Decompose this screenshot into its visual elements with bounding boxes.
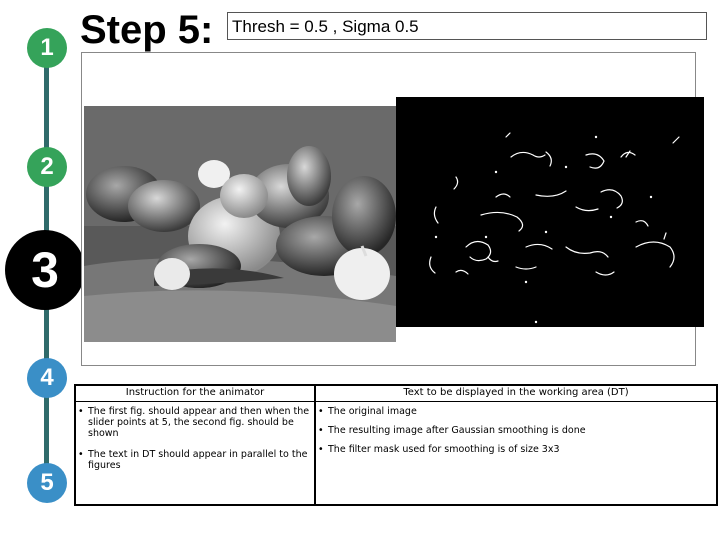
step-title: Step 5: (80, 8, 214, 52)
col2-header: Text to be displayed in the working area (DT) (403, 387, 629, 398)
header-divider (76, 401, 716, 402)
display-text (318, 406, 708, 463)
original-image (84, 106, 396, 342)
list-item: • The original image (318, 406, 708, 417)
step-4-marker[interactable]: 4 (27, 358, 67, 398)
animator-instructions (78, 406, 310, 481)
instruction-table (74, 384, 718, 506)
column-divider (314, 386, 316, 504)
parameter-box: Thresh = 0.5 , Sigma 0.5 (227, 12, 707, 40)
step-1-marker[interactable]: 1 (27, 28, 67, 68)
step-3-marker[interactable]: 3 (5, 230, 85, 310)
col1-header: Instruction for the animator (125, 387, 265, 398)
list-item: • The resulting image after Gaussian smoothing is done (318, 425, 708, 436)
list-item: • The first fig. should appear and then when the slider points at 5, the second fig. should be shown (78, 406, 310, 439)
list-item: • The text in DT should appear in parallel to the figures (78, 449, 310, 471)
step-2-marker[interactable]: 2 (27, 147, 67, 187)
result-image (396, 97, 704, 327)
list-item: • The filter mask used for smoothing is of size 3x3 (318, 444, 708, 455)
step-5-marker[interactable]: 5 (27, 463, 67, 503)
